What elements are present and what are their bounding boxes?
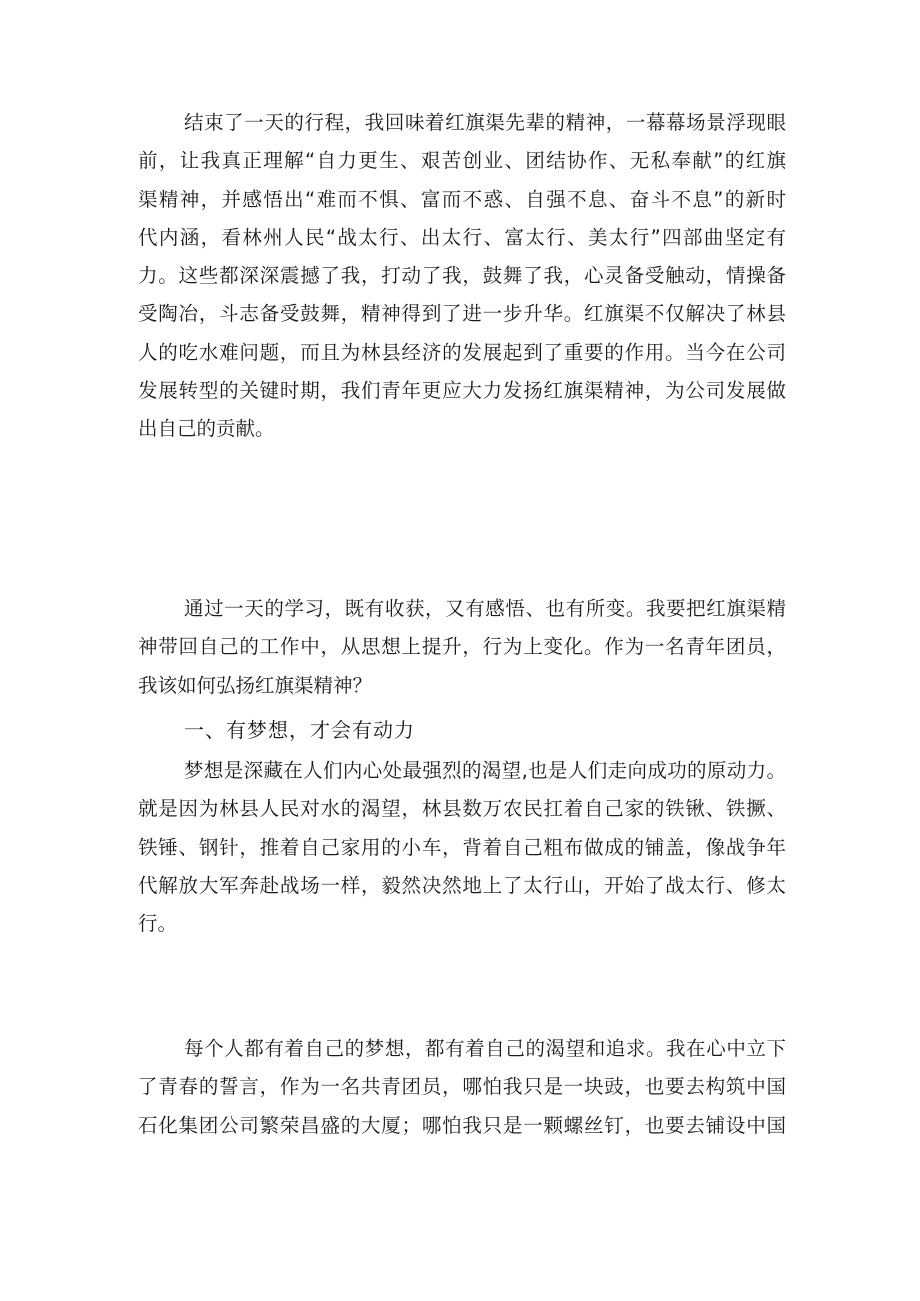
paragraph-line: 代解放大军奔赴战场一样，毅然决然地上了太行山，开始了战太行、修太: [138, 873, 786, 897]
paragraph-line: 力。这些都深深震撼了我，打动了我，鼓舞了我，心灵备受触动，情操备: [138, 264, 786, 288]
paragraph-line: 受陶冶，斗志备受鼓舞，精神得到了进一步升华。红旗渠不仅解决了林县: [138, 302, 786, 326]
paragraph-4: [138, 1030, 786, 1145]
paragraph-line: 代内涵，看林州人民“战太行、出太行、富太行、美太行”四部曲坚定有: [138, 225, 786, 249]
paragraph-2: [138, 590, 786, 705]
paragraph-line: 石化集团公司繁荣昌盛的大厦；哪怕我只是一颗螺丝钉，也要去铺设中国: [138, 1113, 786, 1137]
paragraph-1: [138, 104, 786, 449]
paragraph-line: 渠精神，并感悟出“难而不惧、富而不惑、自强不息、奋斗不息”的新时: [138, 187, 786, 211]
paragraph-line: 出自己的贡献。: [138, 417, 275, 441]
paragraph-line: 铁锤、钢针，推着自己家用的小车，背着自己粗布做成的铺盖，像战争年: [138, 835, 786, 859]
paragraph-line: 就是因为林县人民对水的渴望，林县数万农民扛着自己家的铁锹、铁撅、: [138, 797, 786, 821]
paragraph-3: [138, 752, 786, 943]
section-heading: 一、有梦想，才会有动力: [184, 718, 415, 742]
paragraph-line: 梦想是深藏在人们内心处最强烈的渴望,也是人们走向成功的原动力。: [184, 759, 786, 782]
paragraph-line: 我该如何弘扬红旗渠精神？: [138, 673, 373, 697]
paragraph-line: 人的吃水难问题，而且为林县经济的发展起到了重要的作用。当今在公司: [138, 340, 786, 364]
paragraph-line: 结束了一天的行程，我回味着红旗渠先辈的精神，一幕幕场景浮现眼: [184, 111, 786, 134]
paragraph-line: 行。: [138, 912, 178, 936]
paragraph-line: 了青春的誓言，作为一名共青团员，哪怕我只是一块豉，也要去构筑中国: [138, 1075, 786, 1099]
paragraph-line: 通过一天的学习，既有收获，又有感悟、也有所变。我要把红旗渠精: [184, 597, 786, 620]
paragraph-line: 每个人都有着自己的梦想，都有着自己的渴望和追求。我在心中立下: [184, 1037, 786, 1060]
paragraph-line: 发展转型的关键时期，我们青年更应大力发扬红旗渠精神，为公司发展做: [138, 379, 786, 403]
paragraph-line: 前，让我真正理解“自力更生、艰苦创业、团结协作、无私奉献”的红旗: [138, 149, 786, 173]
paragraph-line: 神带回自己的工作中，从思想上提升，行为上变化。作为一名青年团员，: [138, 635, 786, 659]
